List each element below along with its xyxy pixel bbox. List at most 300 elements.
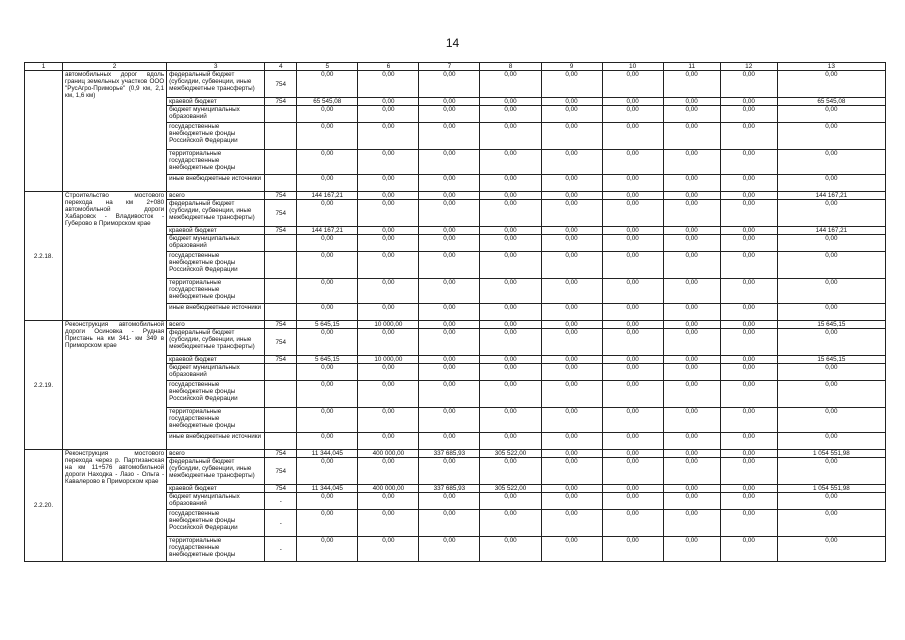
amount-cell [541, 458, 602, 485]
amount-value: 0,00 [382, 192, 395, 199]
amount-cell [663, 356, 720, 364]
funding-source: всего [167, 192, 265, 200]
amount-cell [777, 304, 885, 321]
amount-value: 15 645,15 [817, 356, 846, 363]
amount-value: 0,00 [565, 433, 578, 440]
amount-value: 0,00 [443, 123, 456, 130]
amount-cell [777, 364, 885, 381]
amount-cell [297, 200, 358, 227]
amount-cell [297, 329, 358, 356]
amount-value: 0,00 [321, 329, 334, 336]
amount-cell [297, 304, 358, 321]
amount-value: 0,00 [742, 150, 755, 157]
amount-value: 0,00 [825, 175, 838, 182]
amount-cell [720, 364, 777, 381]
amount-value: 0,00 [382, 227, 395, 234]
amount-cell [541, 364, 602, 381]
amount-cell [297, 364, 358, 381]
budget-code: 754 [265, 356, 297, 364]
amount-cell [358, 304, 419, 321]
page-number: 14 [445, 36, 460, 50]
amount-value: 0,00 [565, 71, 578, 78]
amount-value: 0,00 [443, 235, 456, 242]
amount-value: 11 344,045 [311, 485, 343, 492]
budget-code: 754 [265, 71, 297, 98]
amount-cell [777, 200, 885, 227]
amount-cell [297, 235, 358, 252]
amount-cell [541, 510, 602, 537]
amount-value: 0,00 [742, 329, 755, 336]
amount-value: 0,00 [443, 356, 456, 363]
amount-value: 0,00 [504, 279, 517, 286]
amount-cell [541, 485, 602, 493]
amount-value: 0,00 [626, 329, 639, 336]
amount-cell [602, 510, 663, 537]
amount-value: 0,00 [321, 175, 334, 182]
amount-cell [297, 279, 358, 304]
amount-value: 0,00 [742, 450, 755, 457]
amount-cell [663, 235, 720, 252]
amount-cell [663, 200, 720, 227]
amount-cell [297, 458, 358, 485]
amount-value: 0,00 [321, 493, 334, 500]
amount-value: 0,00 [382, 71, 395, 78]
funding-source: территориальные государственные внебюджетные фонды [167, 279, 265, 304]
amount-value: 0,00 [382, 433, 395, 440]
amount-value: 0,00 [742, 537, 755, 544]
amount-value: 0,00 [321, 279, 334, 286]
amount-cell [720, 106, 777, 123]
amount-value: 0,00 [825, 106, 838, 113]
amount-value: 144 167,21 [815, 192, 848, 199]
amount-value: 0,00 [626, 252, 639, 259]
amount-value: 0,00 [443, 364, 456, 371]
column-number: 9 [541, 63, 602, 71]
measure-name: автомобильных дорог вдоль границ земельных участков ООО "РусАгро-Приморье" (0,9 км, 2,1 км, 1,6 км) [63, 71, 167, 192]
amount-value: 0,00 [742, 381, 755, 388]
amount-value: 0,00 [685, 458, 698, 465]
amount-cell [419, 252, 480, 279]
amount-value: 0,00 [825, 252, 838, 259]
amount-cell [541, 433, 602, 450]
funding-source: краевой бюджет [167, 485, 265, 493]
amount-cell [602, 279, 663, 304]
amount-value: 0,00 [382, 123, 395, 130]
amount-cell [720, 356, 777, 364]
amount-cell [663, 106, 720, 123]
amount-value: 0,00 [565, 235, 578, 242]
amount-cell [663, 408, 720, 433]
amount-value: 5 645,15 [315, 356, 340, 363]
amount-value: 0,00 [321, 150, 334, 157]
amount-value: 0,00 [504, 510, 517, 517]
amount-cell [663, 450, 720, 458]
amount-cell [777, 106, 885, 123]
funding-source: государственные внебюджетные фонды Российской Федерации [167, 381, 265, 408]
amount-cell [358, 493, 419, 510]
amount-cell [480, 192, 541, 200]
amount-value: 0,00 [443, 537, 456, 544]
amount-cell [480, 364, 541, 381]
amount-value: 0,00 [565, 356, 578, 363]
funding-source: государственные внебюджетные фонды Российской Федерации [167, 510, 265, 537]
amount-value: 0,00 [321, 364, 334, 371]
amount-cell [777, 493, 885, 510]
budget-code [265, 106, 297, 123]
amount-value: 0,00 [565, 175, 578, 182]
amount-value: 0,00 [504, 106, 517, 113]
amount-value: 10 000,00 [374, 321, 403, 328]
amount-cell [358, 321, 419, 329]
amount-value: 0,00 [321, 123, 334, 130]
funding-source: государственные внебюджетные фонды Российской Федерации [167, 252, 265, 279]
amount-cell [297, 321, 358, 329]
amount-value: 0,00 [382, 235, 395, 242]
amount-cell [419, 304, 480, 321]
funding-source: краевой бюджет [167, 98, 265, 106]
amount-value: 0,00 [825, 304, 838, 311]
budget-code: 754 [265, 321, 297, 329]
amount-value: 400 000,00 [372, 485, 405, 492]
amount-cell [777, 329, 885, 356]
amount-cell [602, 356, 663, 364]
amount-value: 0,00 [504, 71, 517, 78]
amount-value: 0,00 [382, 98, 395, 105]
amount-cell [663, 493, 720, 510]
amount-value: 0,00 [504, 433, 517, 440]
amount-cell [720, 200, 777, 227]
amount-value: 0,00 [382, 537, 395, 544]
measure-code [25, 71, 63, 192]
amount-cell [480, 408, 541, 433]
amount-value: 0,00 [825, 235, 838, 242]
amount-cell [777, 150, 885, 175]
amount-cell [480, 450, 541, 458]
table-row [25, 71, 886, 98]
column-number: 3 [167, 63, 265, 71]
amount-cell [777, 227, 885, 235]
amount-value: 0,00 [504, 98, 517, 105]
amount-cell [419, 175, 480, 192]
amount-cell [720, 227, 777, 235]
amount-value: 0,00 [685, 537, 698, 544]
amount-cell [720, 537, 777, 562]
amount-value: 0,00 [685, 279, 698, 286]
amount-cell [358, 175, 419, 192]
amount-cell [358, 150, 419, 175]
amount-value: 0,00 [742, 71, 755, 78]
amount-cell [720, 98, 777, 106]
amount-value: 0,00 [685, 192, 698, 199]
amount-cell [541, 252, 602, 279]
amount-cell [480, 106, 541, 123]
amount-cell [541, 150, 602, 175]
amount-value: 0,00 [321, 71, 334, 78]
amount-cell [541, 98, 602, 106]
budget-code: 754 [265, 200, 297, 227]
amount-cell [480, 304, 541, 321]
budget-code: 754 [265, 192, 297, 200]
amount-cell [663, 279, 720, 304]
amount-cell [480, 433, 541, 450]
amount-value: 0,00 [443, 279, 456, 286]
amount-cell [297, 192, 358, 200]
amount-value: 0,00 [685, 252, 698, 259]
amount-cell [480, 252, 541, 279]
amount-cell [419, 279, 480, 304]
amount-cell [663, 364, 720, 381]
amount-cell [419, 71, 480, 98]
column-number: 1 [25, 63, 63, 71]
amount-value: 0,00 [565, 493, 578, 500]
amount-cell [602, 227, 663, 235]
amount-cell [419, 192, 480, 200]
column-number: 12 [720, 63, 777, 71]
measure-code: 2.2.18. [25, 192, 63, 321]
amount-value: 0,00 [626, 227, 639, 234]
amount-cell [480, 71, 541, 98]
amount-cell [602, 381, 663, 408]
measure-name: Реконструкция автомобильной дороги Осиновка - Рудная Пристань на км 341- км 349 в Приморском крае [63, 321, 167, 450]
amount-cell [777, 175, 885, 192]
amount-cell [663, 381, 720, 408]
amount-value: 0,00 [504, 321, 517, 328]
funding-table [24, 62, 886, 562]
amount-value: 0,00 [626, 150, 639, 157]
funding-source: государственные внебюджетные фонды Российской Федерации [167, 123, 265, 150]
amount-cell [358, 408, 419, 433]
amount-cell [480, 200, 541, 227]
amount-value: 15 645,15 [817, 321, 846, 328]
amount-cell [419, 458, 480, 485]
amount-cell [663, 433, 720, 450]
budget-code: 754 [265, 98, 297, 106]
amount-value: 0,00 [443, 98, 456, 105]
amount-value: 0,00 [382, 458, 395, 465]
amount-value: 0,00 [382, 329, 395, 336]
amount-value: 0,00 [565, 150, 578, 157]
amount-cell [541, 329, 602, 356]
amount-cell [777, 485, 885, 493]
amount-value: 0,00 [626, 304, 639, 311]
funding-source: иные внебюджетные источники [167, 304, 265, 321]
amount-value: 0,00 [321, 304, 334, 311]
amount-value: 0,00 [825, 458, 838, 465]
amount-value: 0,00 [742, 252, 755, 259]
budget-code: 754 [265, 227, 297, 235]
amount-cell [480, 150, 541, 175]
amount-cell [541, 227, 602, 235]
funding-source: краевой бюджет [167, 356, 265, 364]
table-row [25, 192, 886, 200]
amount-value: 0,00 [685, 98, 698, 105]
amount-cell [720, 235, 777, 252]
amount-value: 0,00 [626, 71, 639, 78]
amount-cell [777, 192, 885, 200]
budget-code [265, 150, 297, 175]
amount-value: 0,00 [321, 433, 334, 440]
amount-cell [541, 381, 602, 408]
amount-cell [663, 123, 720, 150]
amount-cell [541, 106, 602, 123]
amount-cell [297, 537, 358, 562]
amount-cell [663, 175, 720, 192]
amount-value: 0,00 [565, 450, 578, 457]
amount-cell [419, 381, 480, 408]
amount-cell [358, 433, 419, 450]
funding-source: территориальные государственные внебюджетные фонды [167, 537, 265, 562]
amount-cell [419, 321, 480, 329]
measure-name: Реконструкция мостового перехода через р. Партизанская на км 11+576 автомобильной дороги Находка - Лазо - Ольга - Кавалерово в Приморском крае [63, 450, 167, 562]
amount-cell [297, 408, 358, 433]
amount-cell [602, 433, 663, 450]
amount-value: 144 167,21 [815, 227, 848, 234]
amount-cell [419, 510, 480, 537]
amount-cell [602, 364, 663, 381]
amount-cell [602, 106, 663, 123]
amount-cell [480, 175, 541, 192]
budget-code [265, 381, 297, 408]
amount-cell [358, 458, 419, 485]
budget-code [265, 279, 297, 304]
amount-value: 0,00 [443, 329, 456, 336]
funding-source: бюджет муниципальных образований [167, 364, 265, 381]
amount-cell [541, 200, 602, 227]
funding-source: федеральный бюджет (субсидии, субвенции, иные межбюджетные трансферты) [167, 458, 265, 485]
amount-value: 0,00 [685, 329, 698, 336]
amount-cell [358, 356, 419, 364]
amount-value: 0,00 [742, 200, 755, 207]
amount-cell [720, 192, 777, 200]
amount-value: 0,00 [825, 381, 838, 388]
amount-cell [297, 175, 358, 192]
amount-value: 0,00 [443, 106, 456, 113]
amount-value: 0,00 [626, 123, 639, 130]
amount-value: 0,00 [742, 356, 755, 363]
amount-cell [480, 381, 541, 408]
amount-cell [663, 71, 720, 98]
amount-cell [777, 279, 885, 304]
amount-cell [777, 123, 885, 150]
amount-value: 0,00 [443, 71, 456, 78]
funding-source: бюджет муниципальных образований [167, 106, 265, 123]
amount-value: 0,00 [685, 450, 698, 457]
amount-cell [777, 450, 885, 458]
column-number: 7 [419, 63, 480, 71]
amount-cell [419, 227, 480, 235]
amount-cell [419, 485, 480, 493]
amount-cell [663, 458, 720, 485]
amount-value: 0,00 [504, 329, 517, 336]
amount-cell [419, 98, 480, 106]
amount-cell [419, 235, 480, 252]
amount-value: 400 000,00 [372, 450, 405, 457]
amount-cell [541, 356, 602, 364]
budget-code [265, 433, 297, 450]
amount-cell [358, 235, 419, 252]
amount-value: 0,00 [626, 235, 639, 242]
amount-cell [419, 364, 480, 381]
amount-value: 0,00 [685, 364, 698, 371]
amount-value: 0,00 [382, 200, 395, 207]
amount-cell [720, 485, 777, 493]
amount-value: 337 685,93 [433, 450, 466, 457]
amount-cell [358, 381, 419, 408]
amount-value: 0,00 [443, 192, 456, 199]
funding-source: территориальные государственные внебюджетные фонды [167, 150, 265, 175]
amount-cell [663, 485, 720, 493]
amount-value: 0,00 [742, 227, 755, 234]
amount-cell [541, 304, 602, 321]
amount-cell [480, 235, 541, 252]
amount-cell [602, 98, 663, 106]
amount-value: 0,00 [685, 227, 698, 234]
amount-cell [419, 493, 480, 510]
amount-value: 0,00 [626, 433, 639, 440]
amount-value: 0,00 [825, 493, 838, 500]
budget-code [265, 408, 297, 433]
budget-code [265, 364, 297, 381]
measure-code: 2.2.20. [25, 450, 63, 562]
amount-value: 0,00 [504, 227, 517, 234]
funding-source: иные внебюджетные источники [167, 433, 265, 450]
amount-cell [663, 192, 720, 200]
amount-value: 0,00 [626, 537, 639, 544]
amount-cell [602, 485, 663, 493]
funding-source: федеральный бюджет (субсидии, субвенции, иные межбюджетные трансферты) [167, 329, 265, 356]
measure-name: Строительство мостового перехода на км 2+080 автомобильной дороги Хабаровск - Владивосток - Губерово в Приморском крае [63, 192, 167, 321]
amount-cell [541, 408, 602, 433]
amount-cell [663, 537, 720, 562]
amount-value: 0,00 [825, 433, 838, 440]
amount-cell [720, 71, 777, 98]
amount-value: 0,00 [825, 364, 838, 371]
amount-value: 0,00 [742, 408, 755, 415]
amount-value: 0,00 [565, 192, 578, 199]
amount-value: 0,00 [685, 433, 698, 440]
amount-cell [419, 356, 480, 364]
amount-value: 0,00 [443, 510, 456, 517]
column-number: 10 [602, 63, 663, 71]
amount-cell [777, 321, 885, 329]
amount-cell [777, 408, 885, 433]
amount-cell [777, 71, 885, 98]
amount-value: 0,00 [742, 192, 755, 199]
budget-code [265, 304, 297, 321]
amount-value: 0,00 [685, 106, 698, 113]
amount-value: 0,00 [321, 252, 334, 259]
amount-cell [297, 450, 358, 458]
amount-cell [720, 175, 777, 192]
column-number: 8 [480, 63, 541, 71]
amount-value: 0,00 [565, 408, 578, 415]
amount-value: 0,00 [685, 493, 698, 500]
amount-value: 0,00 [565, 321, 578, 328]
amount-value: 65 545,08 [817, 98, 846, 105]
budget-code [265, 175, 297, 192]
amount-cell [720, 329, 777, 356]
amount-cell [602, 123, 663, 150]
amount-value: 0,00 [382, 408, 395, 415]
amount-cell [663, 304, 720, 321]
column-number-row [25, 63, 886, 71]
amount-value: 0,00 [742, 510, 755, 517]
budget-code: 754 [265, 329, 297, 356]
amount-value: 0,00 [626, 279, 639, 286]
amount-cell [602, 304, 663, 321]
budget-code: 754 [265, 485, 297, 493]
amount-value: 0,00 [382, 150, 395, 157]
